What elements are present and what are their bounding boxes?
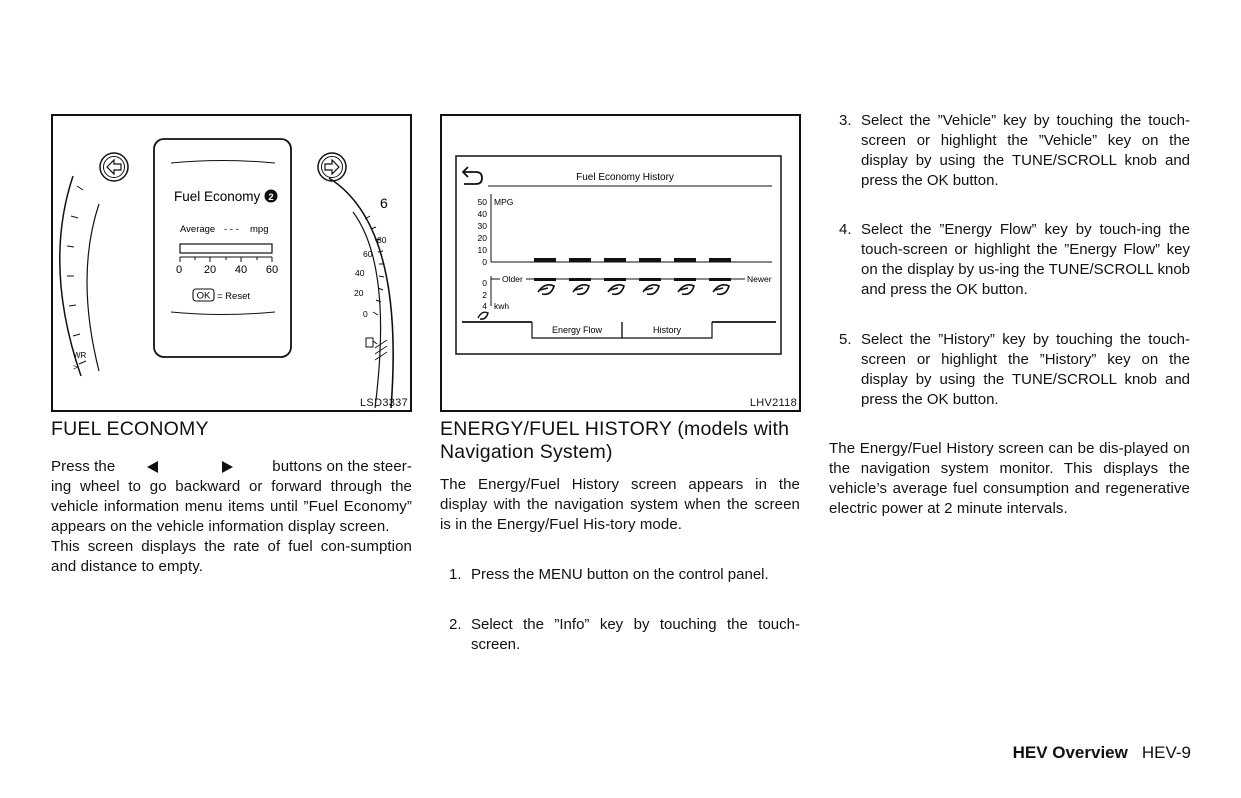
fuel-history-figure: [440, 114, 801, 412]
step-text: Select the ”History” key by touching the touch-screen or highlight the ”History” key on the display by using the TUNE/SCROLL knob and press the OK button.: [861, 331, 1190, 408]
newer-label: Newer: [747, 274, 772, 284]
step-number: 1.: [449, 566, 462, 583]
bar-tick-20: 20: [203, 264, 217, 276]
fuel-pump-icon: [366, 338, 377, 347]
figure-id: LHV2118: [749, 397, 797, 409]
back-arrow-icon: [463, 167, 482, 184]
average-unit: mpg: [250, 224, 269, 235]
mpg-tick-50: 50: [477, 197, 487, 207]
press-buttons-line: [51, 457, 412, 477]
mpg-history-bars: [534, 258, 731, 262]
step-1: [449, 565, 800, 585]
step-number: 4.: [839, 221, 852, 238]
reset-label: = Reset: [217, 291, 251, 302]
step-number: 2.: [449, 616, 462, 633]
gauge-mark-60: 60: [363, 249, 373, 259]
gauge-hatch-lines: [375, 340, 387, 360]
kwh-tick-2: 2: [482, 290, 487, 300]
kwh-unit-label: kwh: [494, 301, 510, 311]
average-value: - - -: [224, 224, 239, 235]
mpg-tick-30: 30: [477, 221, 487, 231]
screen-title: Fuel Economy: [174, 189, 261, 204]
left-arrow-button-icon: [100, 153, 128, 181]
fuel-bar: [180, 244, 272, 253]
step-text: Select the ”Vehicle” key by touching the touch-screen or highlight the ”Vehicle” key on the display by using the TUNE/SCROLL knob and press the OK button.: [861, 112, 1190, 189]
average-label: Average: [180, 224, 216, 235]
step-text: Select the ”Energy Flow” key by touch-ing the touch-screen or highlight the ”Energy Flow” key on the display by us-ing the TUNE/SCROLL knob and press the OK button.: [861, 221, 1190, 298]
svg-text:2: 2: [268, 192, 274, 203]
figure-id: LSD3337: [360, 397, 408, 409]
press-the-text: Press the: [51, 458, 116, 475]
step-2: [449, 615, 800, 655]
mpg-unit-label: MPG: [494, 197, 514, 207]
gauge-mark-80: 80: [377, 235, 387, 245]
step-4: [839, 220, 1190, 300]
mpg-tick-10: 10: [477, 245, 487, 255]
mpg-tick-0: 0: [482, 257, 487, 267]
screen-number-badge: [265, 190, 278, 204]
meter-illustration: [53, 116, 410, 410]
page-footer: [1013, 743, 1191, 763]
kwh-tick-4: 4: [482, 301, 487, 311]
mpg-tick-20: 20: [477, 233, 487, 243]
gauge-mark-20: 20: [354, 288, 364, 298]
step-text: Select the ”Info” key by touching the touch-screen.: [471, 616, 800, 653]
right-arrow-button-icon: [318, 153, 346, 181]
bar-tick-marks: [180, 257, 272, 262]
left-gauge-pointer: >: [73, 363, 78, 372]
left-triangle-icon: [147, 461, 158, 473]
press-rest-text: buttons on the steer-: [272, 458, 412, 475]
tab-history: History: [652, 325, 682, 335]
history-closing-paragraph: The Energy/Fuel History screen can be dis-played on the navigation system monitor. This displays the vehicle’s average fuel consumption and regenerative electric power at 2 minute intervals.: [829, 440, 1190, 517]
right-triangle-icon: [222, 461, 233, 473]
history-title: Fuel Economy History: [576, 172, 674, 183]
step-5: [839, 330, 1190, 410]
gauge-mark-40: 40: [355, 268, 365, 278]
regen-leaf-icons: [538, 285, 729, 294]
fuel-economy-figure: [51, 114, 412, 412]
step-text: Press the MENU button on the control panel.: [471, 566, 769, 583]
history-screen-illustration: [442, 116, 799, 410]
regen-axis-icon: [478, 312, 488, 319]
tab-energy-flow: Energy Flow: [551, 325, 603, 335]
fuel-economy-paragraph: [51, 457, 412, 577]
left-gauge-label: WR: [73, 351, 87, 360]
footer-section-title: HEV Overview: [1012, 743, 1128, 762]
fuel-economy-paragraph-2: This screen displays the rate of fuel con-sumption and distance to empty.: [51, 538, 412, 575]
ok-key-label: OK: [196, 290, 211, 302]
step-number: 5.: [839, 331, 852, 348]
kwh-tick-0: 0: [482, 278, 487, 288]
section-heading-energy-fuel-history: ENERGY/FUEL HISTORY (models with Navigation System): [440, 418, 790, 463]
gauge-mark-6: 6: [380, 195, 388, 211]
display-bezel: [154, 139, 291, 357]
gauge-mark-0: 0: [363, 309, 368, 319]
step-number: 3.: [839, 112, 852, 129]
history-intro-paragraph: The Energy/Fuel History screen appears in the display with the navigation system when the screen is in the Energy/Fuel His-tory mode.: [440, 476, 800, 533]
page-number: HEV-9: [1141, 743, 1191, 762]
bar-tick-40: 40: [234, 264, 248, 276]
mpg-tick-40: 40: [477, 209, 487, 219]
bar-tick-0: 0: [175, 264, 183, 276]
bar-tick-60: 60: [265, 264, 279, 276]
fuel-economy-paragraph-rest: ing wheel to go backward or forward through the vehicle information menu items until ”Fuel Economy” appears on the vehicle information display screen.: [51, 478, 412, 535]
older-label: Older: [502, 274, 523, 284]
step-3: [839, 111, 1190, 191]
section-heading-fuel-economy: FUEL ECONOMY: [51, 418, 209, 440]
